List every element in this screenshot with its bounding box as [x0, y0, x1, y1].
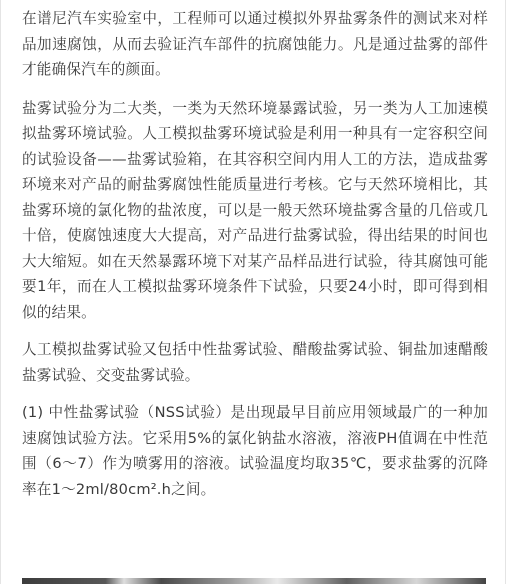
- paragraph-intro: 在谱尼汽车实验室中，工程师可以通过模拟外界盐雾条件的测试来对样品加速腐蚀，从而去验证汽车部件的抗腐蚀能力。凡是通过盐雾的部件才能确保汽车的颜面。: [22, 10, 488, 78]
- article-image-partial: [22, 578, 486, 584]
- article-body: [22, 6, 488, 514]
- paragraph-test-types: 人工模拟盐雾试验又包括中性盐雾试验、醋酸盐雾试验、铜盐加速醋酸盐雾试验、交变盐雾试验。: [22, 341, 488, 384]
- paragraph-test-categories: 盐雾试验分为二大类，一类为天然环境暴露试验，另一类为人工加速模拟盐雾环境试验。人工模拟盐雾环境试验是利用一种具有一定容积空间的试验设备——盐雾试验箱，在其容积空间内用人工的方法，造成盐雾环境来对产品的耐盐雾腐蚀性能质量进行考核。它与天然环境相比，其盐雾环境的氯化物的盐浓度，可以是一般天然环境盐雾含量的几倍或几十倍，使腐蚀速度大大提高，对产品进行盐雾试验，得出结果的时间也大大缩短。如在天然暴露环境下对某产品样品进行试验，待其腐蚀可能要1年，而在人工模拟盐雾环境条件下试验，只要24小时，即可得到相似的结果。: [22, 99, 488, 321]
- paragraph-nss-test: (1) 中性盐雾试验（NSS试验）是出现最早目前应用领域最广的一种加速腐蚀试验方法。它采用5%的氯化钠盐水溶液，溶液PH值调在中性范围（6～7）作为喷雾用的溶液。试验温度均取35℃，要求盐雾的沉降率在1～2ml/80cm².h之间。: [22, 404, 488, 498]
